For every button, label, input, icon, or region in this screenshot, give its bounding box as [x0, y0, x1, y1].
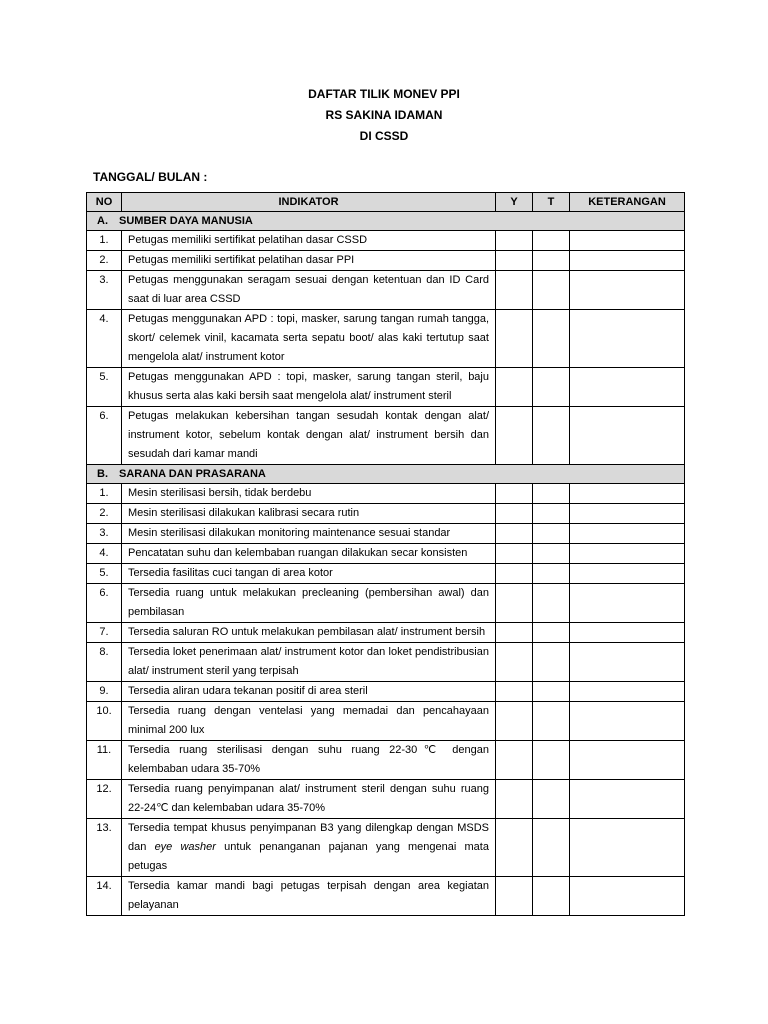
table-row — [87, 310, 685, 368]
check-t-cell[interactable] — [533, 231, 570, 251]
check-t-cell[interactable] — [533, 251, 570, 271]
table-row — [87, 564, 685, 584]
check-t-cell[interactable] — [533, 271, 570, 310]
section-row-a — [87, 212, 685, 231]
check-y-cell[interactable] — [496, 682, 533, 702]
table-row — [87, 780, 685, 819]
check-t-cell[interactable] — [533, 682, 570, 702]
table-row — [87, 368, 685, 407]
check-t-cell[interactable] — [533, 819, 570, 877]
check-y-cell[interactable] — [496, 819, 533, 877]
column-header-t: T — [533, 193, 570, 212]
indicator-text: Tersedia kamar mandi bagi petugas terpisah dengan area kegiatan pelayanan — [122, 877, 496, 916]
keterangan-cell[interactable] — [570, 484, 685, 504]
check-t-cell[interactable] — [533, 368, 570, 407]
row-number: 7. — [87, 623, 122, 643]
check-y-cell[interactable] — [496, 741, 533, 780]
table-row — [87, 544, 685, 564]
keterangan-cell[interactable] — [570, 741, 685, 780]
section-label: SARANA DAN PRASARANA — [119, 468, 266, 480]
check-y-cell[interactable] — [496, 231, 533, 251]
table-row — [87, 741, 685, 780]
table-row — [87, 702, 685, 741]
keterangan-cell[interactable] — [570, 310, 685, 368]
row-number: 11. — [87, 741, 122, 780]
section-row-b — [87, 465, 685, 484]
row-number: 1. — [87, 484, 122, 504]
keterangan-cell[interactable] — [570, 251, 685, 271]
indicator-text — [122, 819, 496, 877]
table-row — [87, 484, 685, 504]
indicator-text: Petugas melakukan kebersihan tangan sesudah kontak dengan alat/ instrument kotor, sebelum kontak dengan alat/ instrument bersih dan sesudah dari kamar mandi — [122, 407, 496, 465]
check-y-cell[interactable] — [496, 251, 533, 271]
indicator-text: Petugas menggunakan seragam sesuai dengan ketentuan dan ID Card saat di luar area CSSD — [122, 271, 496, 310]
keterangan-cell[interactable] — [570, 819, 685, 877]
hospital-name: RS SAKINA IDAMAN — [325, 108, 443, 122]
row-number: 2. — [87, 504, 122, 524]
check-y-cell[interactable] — [496, 643, 533, 682]
indicator-text: Mesin sterilisasi dilakukan kalibrasi secara rutin — [122, 504, 496, 524]
column-header-keterangan: KETERANGAN — [570, 193, 685, 212]
check-t-cell[interactable] — [533, 643, 570, 682]
check-t-cell[interactable] — [533, 877, 570, 916]
check-t-cell[interactable] — [533, 504, 570, 524]
check-y-cell[interactable] — [496, 544, 533, 564]
table-row — [87, 524, 685, 544]
column-header-indikator: INDIKATOR — [122, 193, 496, 212]
table-row — [87, 623, 685, 643]
table-row — [87, 251, 685, 271]
table-row — [87, 271, 685, 310]
row-number: 6. — [87, 407, 122, 465]
keterangan-cell[interactable] — [570, 682, 685, 702]
check-t-cell[interactable] — [533, 702, 570, 741]
row-number: 3. — [87, 271, 122, 310]
check-y-cell[interactable] — [496, 780, 533, 819]
table-row — [87, 877, 685, 916]
check-t-cell[interactable] — [533, 484, 570, 504]
check-t-cell[interactable] — [533, 780, 570, 819]
check-t-cell[interactable] — [533, 524, 570, 544]
section-title-b — [87, 465, 685, 484]
column-header-y: Y — [496, 193, 533, 212]
check-t-cell[interactable] — [533, 407, 570, 465]
keterangan-cell[interactable] — [570, 544, 685, 564]
row-number: 3. — [87, 524, 122, 544]
indicator-text: Tersedia fasilitas cuci tangan di area kotor — [122, 564, 496, 584]
check-y-cell[interactable] — [496, 564, 533, 584]
check-y-cell[interactable] — [496, 623, 533, 643]
row-number: 9. — [87, 682, 122, 702]
row-number: 4. — [87, 310, 122, 368]
indicator-text: Tersedia ruang sterilisasi dengan suhu ruang 22-30℃ dengan kelembaban udara 35-70% — [122, 741, 496, 780]
indicator-text: Tersedia saluran RO untuk melakukan pembilasan alat/ instrument bersih — [122, 623, 496, 643]
row-number: 1. — [87, 231, 122, 251]
indicator-text: Petugas menggunakan APD : topi, masker, sarung tangan rumah tangga, skort/ celemek vinil, kacamata serta sepatu boot/ alas kaki tertutup saat mengelola alat/ instrument kotor — [122, 310, 496, 368]
keterangan-cell[interactable] — [570, 780, 685, 819]
document-title: DAFTAR TILIK MONEV PPI — [308, 87, 460, 101]
table-row — [87, 682, 685, 702]
check-t-cell[interactable] — [533, 623, 570, 643]
check-y-cell[interactable] — [496, 310, 533, 368]
section-letter: B. — [97, 468, 108, 480]
check-t-cell[interactable] — [533, 584, 570, 623]
keterangan-cell[interactable] — [570, 231, 685, 251]
keterangan-cell[interactable] — [570, 368, 685, 407]
indicator-text: Petugas memiliki sertifikat pelatihan dasar PPI — [122, 251, 496, 271]
unit-name: DI CSSD — [359, 129, 409, 143]
row-number: 6. — [87, 584, 122, 623]
keterangan-cell[interactable] — [570, 504, 685, 524]
keterangan-cell[interactable] — [570, 271, 685, 310]
table-row — [87, 504, 685, 524]
check-t-cell[interactable] — [533, 544, 570, 564]
indicator-text: Tersedia loket penerimaan alat/ instrument kotor dan loket pendistribusian alat/ instrument steril yang terpisah — [122, 643, 496, 682]
keterangan-cell[interactable] — [570, 877, 685, 916]
indicator-text: Tersedia ruang penyimpanan alat/ instrument steril dengan suhu ruang 22-24℃ dan kelembaban udara 35-70% — [122, 780, 496, 819]
keterangan-cell[interactable] — [570, 643, 685, 682]
indicator-text: Mesin sterilisasi bersih, tidak berdebu — [122, 484, 496, 504]
indicator-text: Petugas menggunakan APD : topi, masker, sarung tangan steril, baju khusus serta alas kaki bersih saat mengelola alat/ instrument steril — [122, 368, 496, 407]
row-number: 13. — [87, 819, 122, 877]
checklist-table — [86, 192, 685, 916]
check-y-cell[interactable] — [496, 407, 533, 465]
keterangan-cell[interactable] — [570, 702, 685, 741]
date-label: TANGGAL/ BULAN : — [93, 170, 208, 184]
indicator-text: Tersedia ruang untuk melakukan precleaning (pembersihan awal) dan pembilasan — [122, 584, 496, 623]
table-header-row — [87, 193, 685, 212]
table-row — [87, 584, 685, 623]
row-number: 5. — [87, 564, 122, 584]
check-y-cell[interactable] — [496, 504, 533, 524]
row-number: 10. — [87, 702, 122, 741]
indicator-text: Tersedia ruang dengan ventelasi yang memadai dan pencahayaan minimal 200 lux — [122, 702, 496, 741]
column-header-no: NO — [87, 193, 122, 212]
check-y-cell[interactable] — [496, 702, 533, 741]
check-y-cell[interactable] — [496, 524, 533, 544]
table-row — [87, 643, 685, 682]
section-title-a — [87, 212, 685, 231]
keterangan-cell[interactable] — [570, 407, 685, 465]
indicator-text: Petugas memiliki sertifikat pelatihan dasar CSSD — [122, 231, 496, 251]
indicator-text: Tersedia aliran udara tekanan positif di area steril — [122, 682, 496, 702]
row-number: 12. — [87, 780, 122, 819]
check-y-cell[interactable] — [496, 584, 533, 623]
check-y-cell[interactable] — [496, 877, 533, 916]
keterangan-cell[interactable] — [570, 524, 685, 544]
indicator-text-part: untuk penanganan pajanan yang mengenai mata petugas — [128, 841, 489, 872]
check-y-cell[interactable] — [496, 368, 533, 407]
indicator-text-italic: eye washer — [154, 841, 216, 853]
keterangan-cell[interactable] — [570, 564, 685, 584]
check-y-cell[interactable] — [496, 484, 533, 504]
keterangan-cell[interactable] — [570, 623, 685, 643]
row-number: 4. — [87, 544, 122, 564]
table-row — [87, 407, 685, 465]
check-t-cell[interactable] — [533, 310, 570, 368]
table-row — [87, 231, 685, 251]
row-number: 2. — [87, 251, 122, 271]
document-title-block — [0, 84, 768, 147]
check-y-cell[interactable] — [496, 271, 533, 310]
row-number: 5. — [87, 368, 122, 407]
section-label: SUMBER DAYA MANUSIA — [119, 215, 253, 227]
indicator-text-part: Tersedia tempat khusus penyimpanan B3 yang dilengkap dengan MSDS dan — [128, 822, 489, 853]
indicator-text: Pencatatan suhu dan kelembaban ruangan dilakukan secar konsisten — [122, 544, 496, 564]
row-number: 14. — [87, 877, 122, 916]
check-t-cell[interactable] — [533, 564, 570, 584]
section-letter: A. — [97, 215, 108, 227]
table-row — [87, 819, 685, 877]
check-t-cell[interactable] — [533, 741, 570, 780]
indicator-text: Mesin sterilisasi dilakukan monitoring maintenance sesuai standar — [122, 524, 496, 544]
row-number: 8. — [87, 643, 122, 682]
keterangan-cell[interactable] — [570, 584, 685, 623]
